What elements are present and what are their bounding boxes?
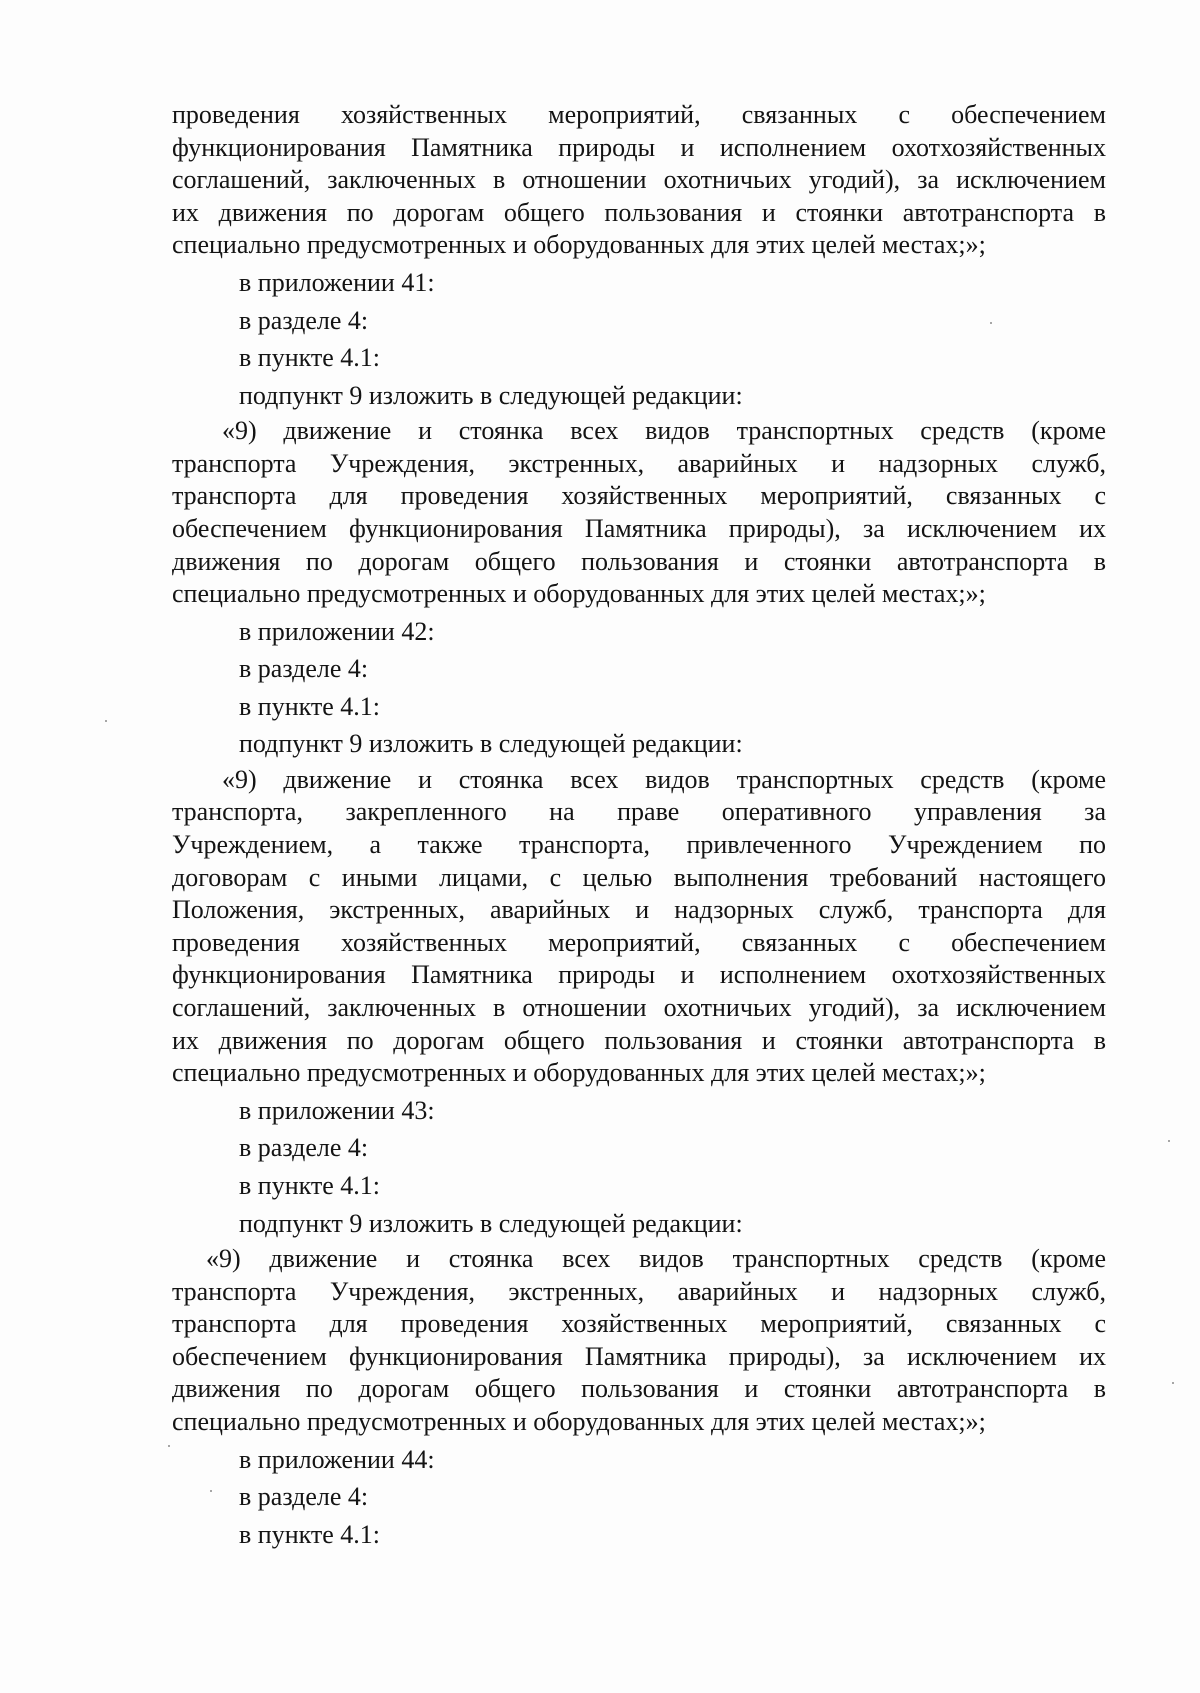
text-line: их движения по дорогам общего пользования и стоянки автотранспорта в <box>172 1025 1106 1055</box>
text-line: функционирования Памятника природы и исполнением охотхозяйственных <box>172 132 1106 162</box>
appendix-43-section: в разделе 4: <box>239 1133 369 1163</box>
text-line: обеспечением функционирования Памятника природы), за исключением их <box>172 513 1106 543</box>
text-line: договорам с иными лицами, с целью выполнения требований настоящего <box>172 862 1106 892</box>
appendix-43-heading: в приложении 43: <box>239 1095 435 1125</box>
appendix-41-subitem-instruction: подпункт 9 изложить в следующей редакции: <box>239 380 743 410</box>
appendix-43-item: в пункте 4.1: <box>239 1171 381 1200</box>
appendix-44-heading: в приложении 44: <box>239 1444 435 1474</box>
scan-speck <box>1172 1382 1174 1384</box>
scan-speck <box>1168 1140 1170 1142</box>
text-line: Положения, экстренных, аварийных и надзорных служб, транспорта для <box>172 895 1106 925</box>
scan-speck <box>990 322 992 324</box>
appendix-41-section: в разделе 4: <box>239 305 369 335</box>
appendix-41-heading: в приложении 41: <box>239 267 435 297</box>
text-line: транспорта для проведения хозяйственных мероприятий, связанных с <box>172 1309 1106 1339</box>
scan-speck <box>210 1490 212 1492</box>
text-line: транспорта для проведения хозяйственных мероприятий, связанных с <box>172 481 1106 511</box>
appendix-42-subitem-instruction: подпункт 9 изложить в следующей редакции: <box>239 729 743 759</box>
text-line: проведения хозяйственных мероприятий, связанных с обеспечением <box>172 927 1106 957</box>
scan-speck <box>168 1445 170 1447</box>
document-body <box>172 99 1106 1551</box>
text-line: «9) движение и стоянка всех видов транспортных средств (кроме <box>222 764 1106 794</box>
text-line: соглашений, заключенных в отношении охотничьих угодий), за исключением <box>172 165 1106 195</box>
text-line: «9) движение и стоянка всех видов транспортных средств (кроме <box>206 1243 1106 1273</box>
appendix-42-item: в пункте 4.1: <box>239 691 381 721</box>
text-line: транспорта Учреждения, экстренных, аварийных и надзорных служб, <box>172 1276 1106 1306</box>
text-line: специально предусмотренных и оборудованных для этих целей местах;»; <box>172 1058 986 1088</box>
appendix-44-section: в разделе 4: <box>239 1482 369 1512</box>
appendix-42-section: в разделе 4: <box>239 654 369 684</box>
text-line: «9) движение и стоянка всех видов транспортных средств (кроме <box>222 416 1106 446</box>
text-line: транспорта Учреждения, экстренных, аварийных и надзорных служб, <box>172 448 1106 478</box>
text-line: специально предусмотренных и оборудованных для этих целей местах;»; <box>172 1406 986 1436</box>
text-line: движения по дорогам общего пользования и стоянки автотранспорта в <box>172 546 1106 576</box>
text-line: специально предусмотренных и оборудованных для этих целей местах;»; <box>172 230 986 260</box>
text-line: проведения хозяйственных мероприятий, связанных с обеспечением <box>172 100 1106 129</box>
text-line: специально предусмотренных и оборудованных для этих целей местах;»; <box>172 579 986 609</box>
text-line: соглашений, заключенных в отношении охотничьих угодий), за исключением <box>172 993 1106 1023</box>
scan-speck <box>105 720 107 722</box>
appendix-42-heading: в приложении 42: <box>239 616 435 646</box>
appendix-41-quoted-text <box>172 415 1106 611</box>
text-line: Учреждением, а также транспорта, привлеченного Учреждением по <box>172 830 1106 860</box>
appendix-43-quoted-text <box>172 1243 1106 1439</box>
paragraph-continuation <box>172 99 1106 262</box>
appendix-44-item: в пункте 4.1: <box>239 1519 381 1549</box>
appendix-41-item: в пункте 4.1: <box>239 343 381 373</box>
appendix-42-quoted-text <box>172 764 1106 1090</box>
text-line: движения по дорогам общего пользования и стоянки автотранспорта в <box>172 1374 1106 1404</box>
appendix-43-subitem-instruction: подпункт 9 изложить в следующей редакции: <box>239 1208 743 1238</box>
text-line: обеспечением функционирования Памятника природы), за исключением их <box>172 1341 1106 1371</box>
text-line: функционирования Памятника природы и исполнением охотхозяйственных <box>172 960 1106 990</box>
text-line: транспорта, закрепленного на праве оперативного управления за <box>172 797 1106 827</box>
text-line: их движения по дорогам общего пользования и стоянки автотранспорта в <box>172 197 1106 227</box>
